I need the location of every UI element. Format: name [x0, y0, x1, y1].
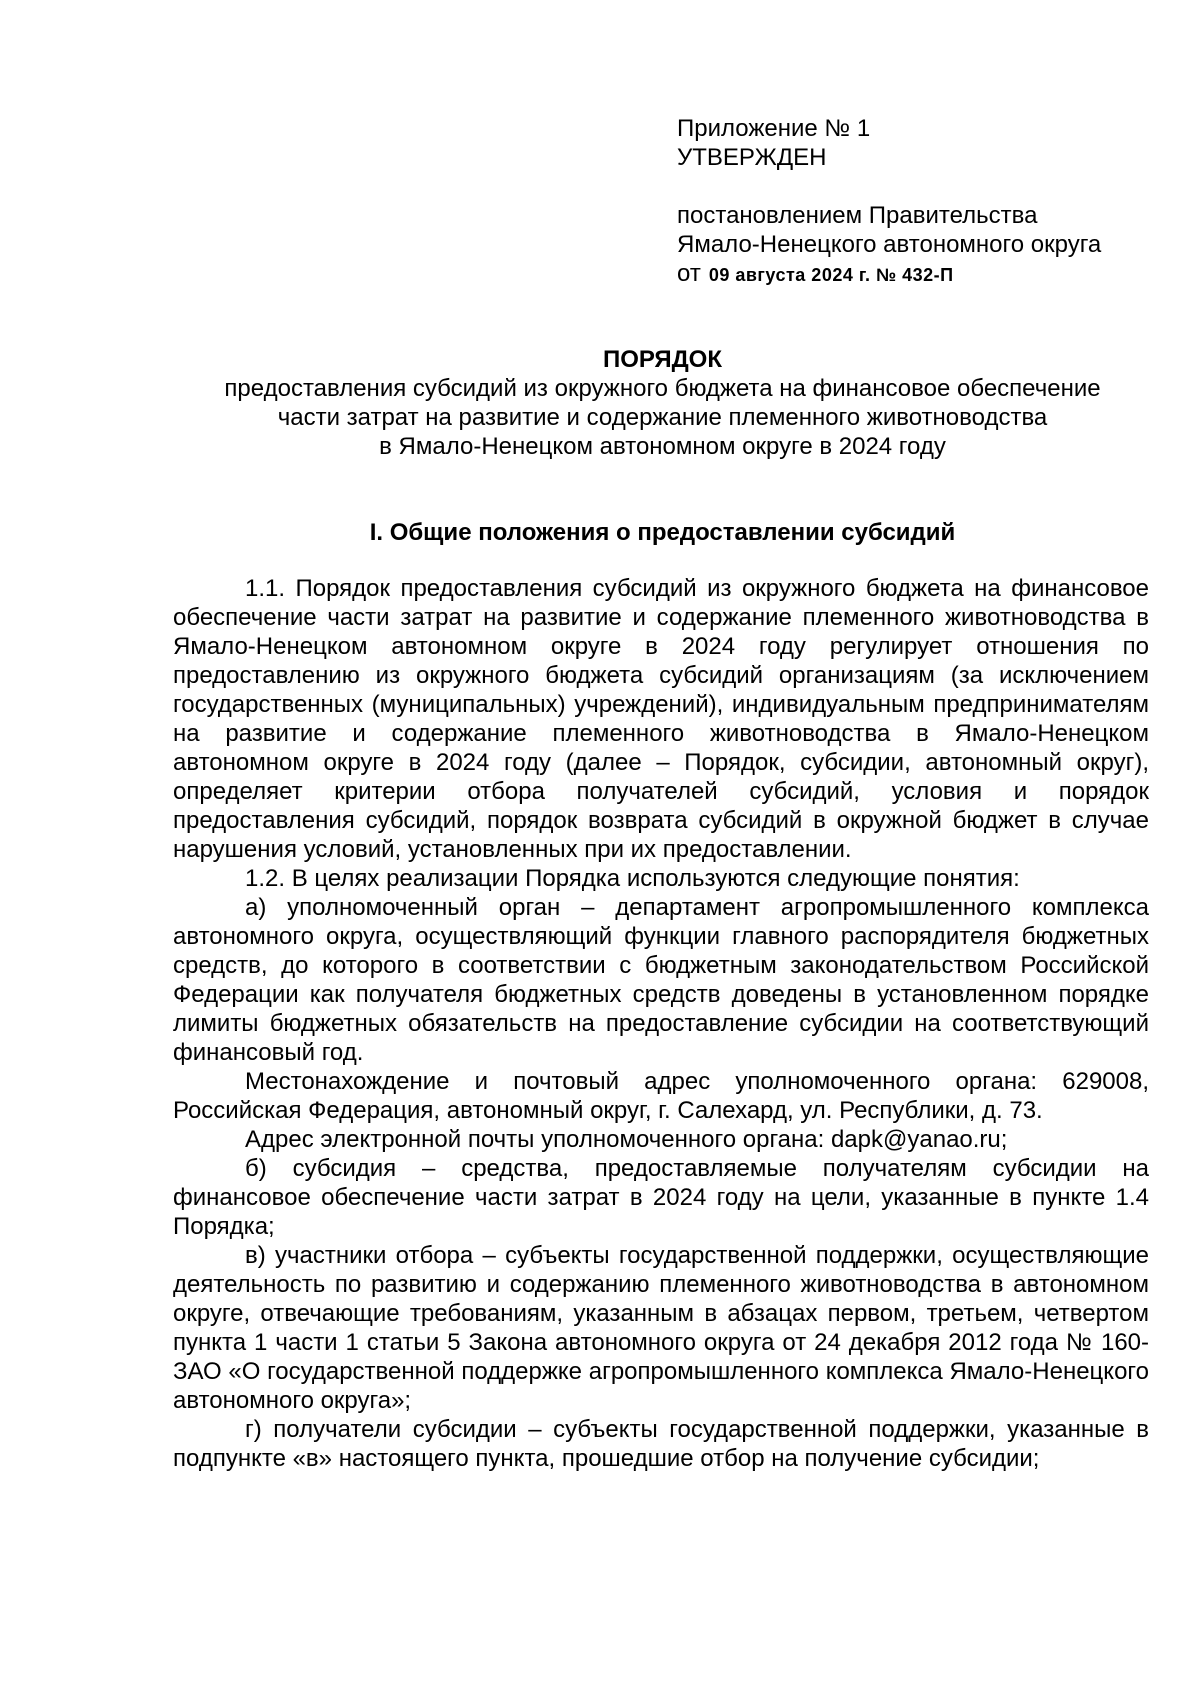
- document-subtitle-line2: части затрат на развитие и содержание племенного животноводства: [277, 404, 1048, 431]
- decree-date-line: [677, 259, 1157, 290]
- paragraph-g: г) получатели субсидии – субъекты государственной поддержки, указанные в подпункте «в» настоящего пункта, прошедшие отбор на получение субсидии;: [173, 1416, 1149, 1472]
- paragraph-email: Адрес электронной почты уполномоченного органа: dapk@yanao.ru;: [245, 1126, 1008, 1153]
- paragraph-address: Местонахождение и почтовый адрес уполномоченного органа: 629008, Российская Федерация, автономный округ, г. Салехард, ул. Республики, д. 73.: [173, 1068, 1149, 1124]
- paragraph-v: в) участники отбора – субъекты государственной поддержки, осуществляющие деятельность по развитию и содержанию племенного животноводства в автономном округе, отвечающие требованиям, указанным в абзацах первом, третьем, четвертом пункта 1 части 1 статьи 5 Закона автономного округа от 24 декабря 2012 года № 160-ЗАО «О государственной поддержке агропромышленного комплекса Ямало-Ненецкого автономного округа»;: [173, 1242, 1149, 1414]
- document-title-block: [170, 345, 1155, 461]
- paragraph-b: б) субсидия – средства, предоставляемые получателям субсидии на финансовое обеспечение части затрат в 2024 году на цели, указанные в пункте 1.4 Порядка;: [173, 1155, 1149, 1240]
- document-body: [173, 574, 1149, 1473]
- approval-authority-line1: постановлением Правительства: [677, 202, 1038, 229]
- paragraph-1-1: 1.1. Порядок предоставления субсидий из окружного бюджета на финансовое обеспечение части затрат на развитие и содержание племенного животноводства в Ямало-Ненецком автономном округе в 2024 году регулирует отношения по предоставлению из окружного бюджета субсидий организациям (за исключением государственных (муниципальных) учреждений), индивидуальным предпринимателям на развитие и содержание племенного животноводства в Ямало-Ненецком автономном округе в 2024 году (далее – Порядок, субсидии, автономный округ), определяет критерии отбора получателей субсидий, условия и порядок предоставления субсидий, порядок возврата субсидий в окружной бюджет в случае нарушения условий, установленных при их предоставлении.: [173, 575, 1149, 863]
- decree-reference: 09 августа 2024 г. № 432-П: [708, 265, 954, 285]
- approved-label: УТВЕРЖДЕН: [677, 144, 827, 171]
- paragraph-a: а) уполномоченный орган – департамент агропромышленного комплекса автономного округа, осуществляющий функции главного распорядителя бюджетных средств, до которого в соответствии с бюджетным законодательством Российской Федерации как получателя бюджетных средств доведены в установленном порядке лимиты бюджетных обязательств на предоставление субсидии на соответствующий финансовый год.: [173, 894, 1149, 1066]
- document-subtitle-line3: в Ямало-Ненецком автономном округе в 2024 году: [379, 433, 946, 460]
- spacer: [677, 172, 1157, 201]
- decree-prefix: от: [677, 260, 701, 287]
- document-title: ПОРЯДОК: [603, 346, 722, 373]
- document-subtitle-line1: предоставления субсидий из окружного бюджета на финансовое обеспечение: [224, 375, 1101, 402]
- approval-authority-line2: Ямало-Ненецкого автономного округа: [677, 231, 1102, 258]
- appendix-number: Приложение № 1: [677, 115, 871, 142]
- approval-block: [677, 114, 1157, 290]
- section-heading: I. Общие положения о предоставлении субсидий: [369, 519, 956, 546]
- paragraph-1-2: 1.2. В целях реализации Порядка используются следующие понятия:: [245, 865, 1020, 892]
